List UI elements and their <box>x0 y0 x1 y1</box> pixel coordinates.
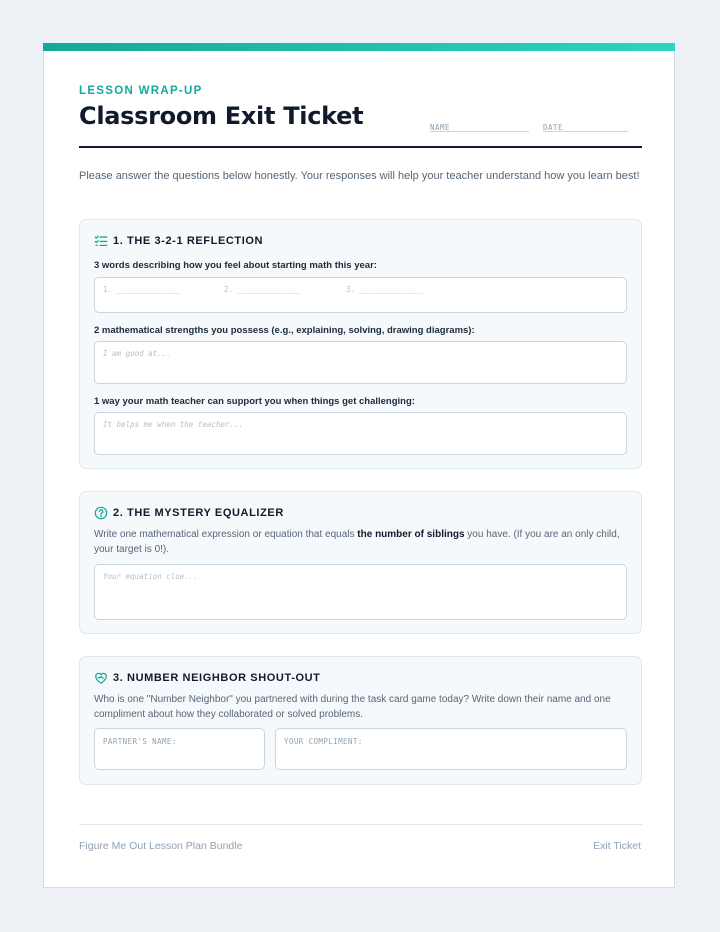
date-field-label: DATE <box>543 123 564 132</box>
accent-bar <box>43 43 675 51</box>
partner-name-input[interactable] <box>94 728 265 770</box>
section-reflection <box>79 219 642 469</box>
page-title: Classroom Exit Ticket <box>79 102 364 130</box>
section-title: 2. THE MYSTERY EQUALIZER <box>113 507 284 519</box>
eyebrow-label: LESSON WRAP-UP <box>79 85 203 97</box>
footer-bundle-name: Figure Me Out Lesson Plan Bundle <box>79 840 243 852</box>
input-placeholder: It helps me when the teacher... <box>103 420 243 429</box>
name-field[interactable] <box>430 117 529 132</box>
word-slot: 1. ______________ <box>103 285 180 294</box>
compliment-input[interactable] <box>275 728 627 770</box>
checklist-icon <box>94 234 108 248</box>
heart-handshake-icon <box>94 671 108 685</box>
support-input[interactable] <box>94 412 627 455</box>
desc-text: Write one mathematical expression or equation that equals <box>94 529 358 540</box>
intro-text: Please answer the questions below honestly. Your responses will help your teacher understand how you learn best! <box>79 170 640 182</box>
field-label: PARTNER'S NAME: <box>103 737 177 746</box>
section-mystery-equalizer <box>79 491 642 634</box>
worksheet-page <box>43 43 675 888</box>
title-divider <box>79 146 642 148</box>
equation-input[interactable] <box>94 564 627 620</box>
field-label: YOUR COMPLIMENT: <box>284 737 363 746</box>
footer-divider <box>79 824 642 825</box>
date-field[interactable] <box>543 117 628 132</box>
question-label: 2 mathematical strengths you possess (e.g., explaining, solving, drawing diagrams): <box>94 325 475 336</box>
section-title: 1. THE 3-2-1 REFLECTION <box>113 235 264 247</box>
question-circle-icon <box>94 506 108 520</box>
name-field-label: NAME <box>430 123 451 132</box>
word-slot: 3. ______________ <box>346 285 423 294</box>
input-placeholder: I am good at... <box>103 349 171 358</box>
word-slot: 2. ______________ <box>224 285 301 294</box>
section-heading <box>94 234 263 248</box>
section-description <box>94 528 624 557</box>
section-description: Who is one "Number Neighbor" you partnered with during the task card game today? Write down their name and one compliment about how they collaborated or solved problems. <box>94 694 611 720</box>
strengths-input[interactable] <box>94 341 627 384</box>
section-heading <box>94 671 320 685</box>
question-label: 3 words describing how you feel about starting math this year: <box>94 260 377 271</box>
input-placeholder: Your equation clue... <box>103 572 198 581</box>
section-number-neighbor <box>79 656 642 785</box>
three-words-input[interactable] <box>94 277 627 313</box>
section-heading <box>94 506 284 520</box>
question-label: 1 way your math teacher can support you when things get challenging: <box>94 396 415 407</box>
desc-text: you have. (If you are an only child, your target is 0!). <box>94 529 620 555</box>
desc-emphasis: the number of siblings <box>357 529 465 540</box>
footer-page-label: Exit Ticket <box>593 840 641 852</box>
section-title: 3. NUMBER NEIGHBOR SHOUT-OUT <box>113 672 321 684</box>
